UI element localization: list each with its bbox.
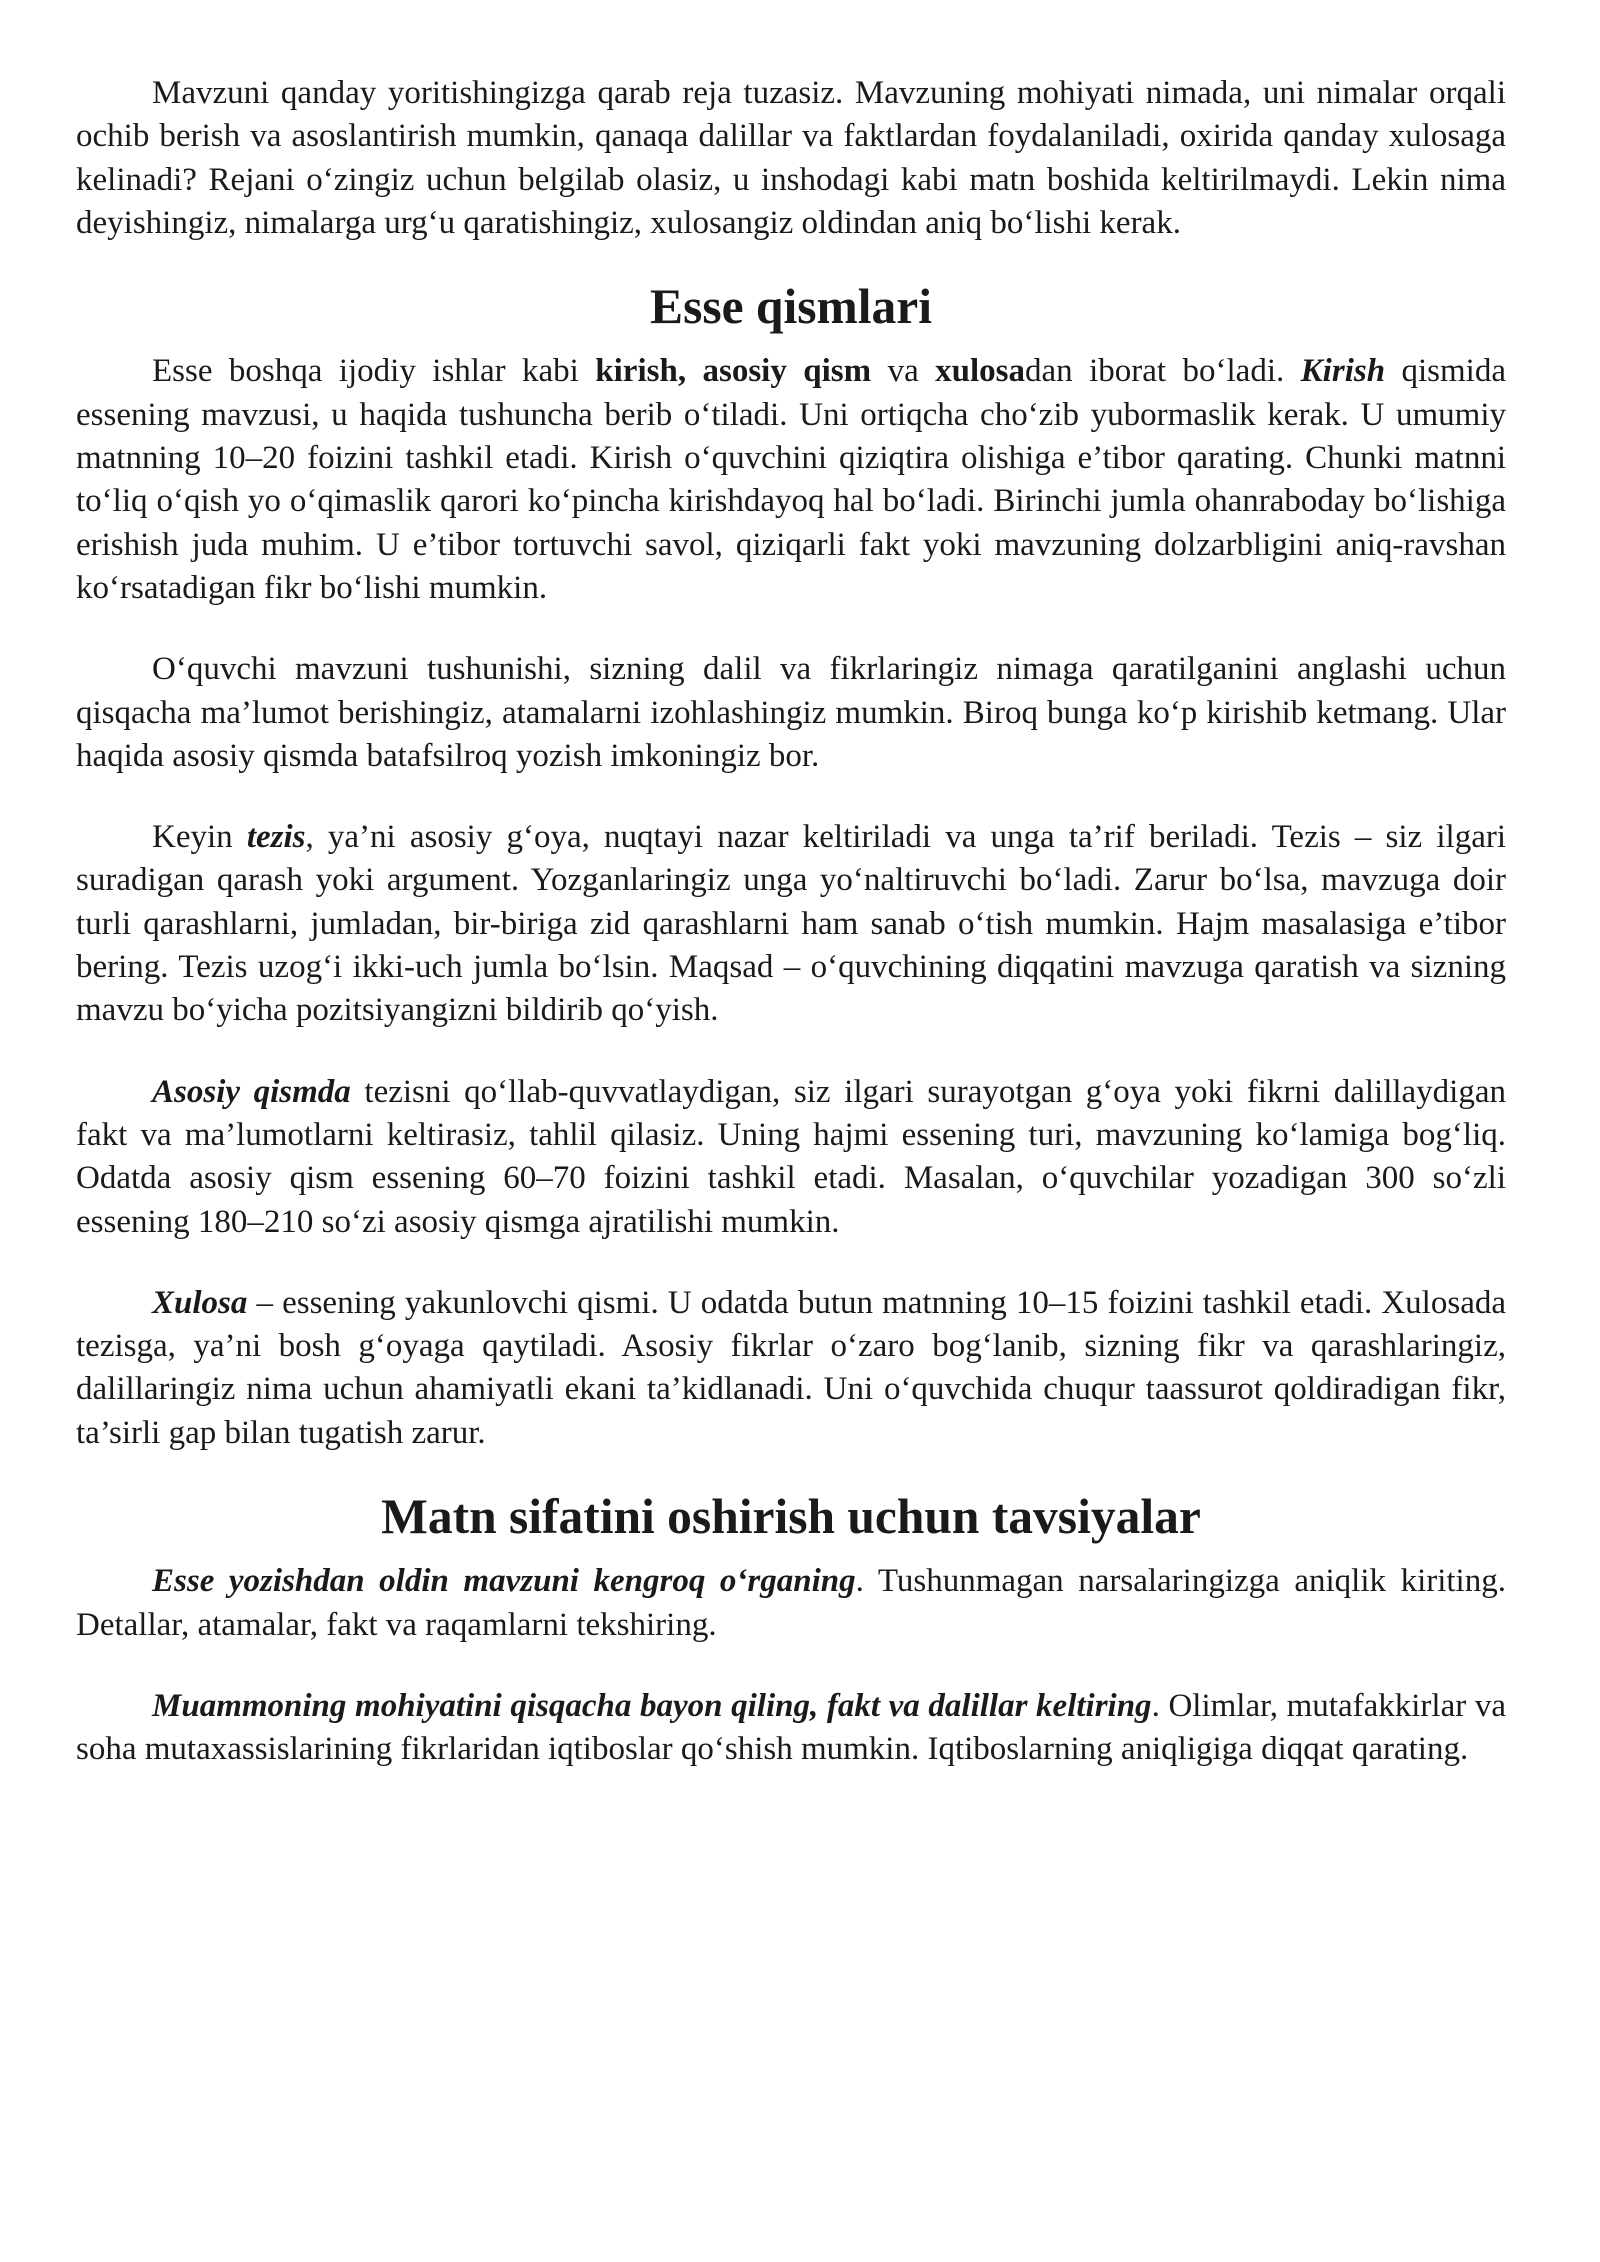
- text-run: va: [871, 353, 936, 390]
- bold-italic-term-asosiy-qismda: Asosiy qismda: [152, 1073, 351, 1110]
- paragraph-oquvchi: [76, 648, 1506, 778]
- text-run: tezisni qo‘llab-quvvatlaydigan, siz ilgari surayotgan g‘oya yoki fikrni dalillaydigan fakt va ma’lumotlarni keltirasiz, tahlil qilasiz. Uning hajmi essening turi, mavzuning ko‘lamiga bog‘liq. Odatda asosiy qism essening 60–70 foizini tashkil etadi. Masalan, o‘quvchilar yozadigan 300 so‘zli essening 180–210 so‘zi asosiy qismga ajratilishi mumkin.: [76, 1073, 1506, 1240]
- intro-paragraph: [76, 72, 1506, 245]
- bold-italic-recommendation-1: Esse yozishdan oldin mavzuni kengroq o‘rganing: [152, 1563, 856, 1600]
- text-run: , ya’ni asosiy g‘oya, nuqtayi nazar keltiriladi va unga ta’rif beriladi. Tezis – siz ilgari suradigan qarash yoki argument. Yozganlaringiz unga yo‘naltiruvchi bo‘ladi. Zarur bo‘lsa, mavzuga doir turli qarashlarni, jumladan, bir-biriga zid qarashlarni ham sanab o‘tish mumkin. Hajm masalasiga e’tibor bering. Tezis uzog‘i ikki-uch jumla bo‘lsin. Maqsad – o‘quvchining diqqatini mavzuga qaratish va sizning mavzu bo‘yicha pozitsiyangizni bildirib qo‘yish.: [76, 819, 1506, 1029]
- bold-italic-term-xulosa: Xulosa: [152, 1284, 248, 1321]
- bold-term-kirish-asosiy-qism: kirish, asosiy qism: [595, 353, 872, 390]
- paragraph-xulosa: [76, 1282, 1506, 1455]
- section-heading-esse-qismlari: Esse qismlari: [650, 279, 932, 335]
- bold-italic-recommendation-2: Muammoning mohiyatini qisqacha bayon qiling, fakt va dalillar keltiring: [152, 1687, 1152, 1724]
- text-run: Keyin: [152, 819, 247, 856]
- document-page: [76, 72, 1506, 1772]
- text-run: . Olimlar, mutafakkirlar va soha mutaxassislarining fikrlaridan iqtiboslar qo‘shish mumkin. Iqtiboslarning aniqligiga diqqat qarating.: [76, 1687, 1506, 1768]
- paragraph-kirish: [76, 350, 1506, 610]
- bold-term-xulosa: xulosa: [935, 353, 1026, 390]
- bold-italic-term-kirish: Kirish: [1300, 353, 1386, 390]
- paragraph-muammo-mohiyati: [76, 1685, 1506, 1772]
- text-run: Esse boshqa ijodiy ishlar kabi: [152, 353, 596, 390]
- paragraph-tezis: [76, 816, 1506, 1032]
- text-run: qismida essening mavzusi, u haqida tushuncha berib o‘tiladi. Uni ortiqcha cho‘zib yubormaslik kerak. U umumiy matnning 10–20 foizini tashkil etadi. Kirish o‘quvchini qiziqtira olishiga e’tibor qarating. Chunki matnni to‘liq o‘qish yo o‘qimaslik qarori ko‘pincha kirishdayoq hal bo‘ladi. Birinchi jumla ohanraboday bo‘lishiga erishish juda muhim. U e’tibor tortuvchi savol, qiziqarli fakt yoki mavzuning dolzarbligini aniq-ravshan ko‘rsatadigan fikr bo‘lishi mumkin.: [76, 353, 1506, 606]
- text-run: dan iborat bo‘ladi.: [1025, 353, 1301, 390]
- section-heading-tavsiyalar: Matn sifatini oshirish uchun tavsiyalar: [381, 1489, 1201, 1545]
- text-run: O‘quvchi mavzuni tushunishi, sizning dalil va fikrlaringiz nimaga qaratilganini anglashi uchun qisqacha ma’lumot berishingiz, atamalarni izohlashingiz mumkin. Biroq bunga ko‘p kirishib ketmang. Ular haqida asosiy qismda batafsilroq yozish imkoningiz bor.: [76, 651, 1506, 774]
- intro-text: Mavzuni qanday yoritishingizga qarab reja tuzasiz. Mavzuning mohiyati nimada, uni nimalar orqali ochib berish va asoslantirish mumkin, qanaqa dalillar va faktlardan foydalaniladi, oxirida qanday xulosaga kelinadi? Rejani o‘zingiz uchun belgilab olasiz, u inshodagi kabi matn boshida keltirilmaydi. Lekin nima deyishingiz, nimalarga urg‘u qaratishingiz, xulosangiz oldindan aniq bo‘lishi kerak.: [76, 75, 1506, 241]
- paragraph-mavzuni-organing: [76, 1560, 1506, 1647]
- text-run: . Tushunmagan narsalaringizga aniqlik kiriting. Detallar, atamalar, fakt va raqamlarni tekshiring.: [76, 1563, 1506, 1643]
- paragraph-asosiy-qism: [76, 1071, 1506, 1244]
- bold-italic-term-tezis: tezis: [246, 819, 306, 856]
- text-run: – essening yakunlovchi qismi. U odatda butun matnning 10–15 foizini tashkil etadi. Xulosada tezisga, ya’ni bosh g‘oyaga qaytiladi. Asosiy fikrlar o‘zaro bog‘lanib, sizning fikr va qarashlaringiz, dalillaringiz nima uchun ahamiyatli ekani ta’kidlanadi. Uni o‘quvchida chuqur taassurot qoldiradigan fikr, ta’sirli gap bilan tugatish zarur.: [76, 1284, 1506, 1451]
